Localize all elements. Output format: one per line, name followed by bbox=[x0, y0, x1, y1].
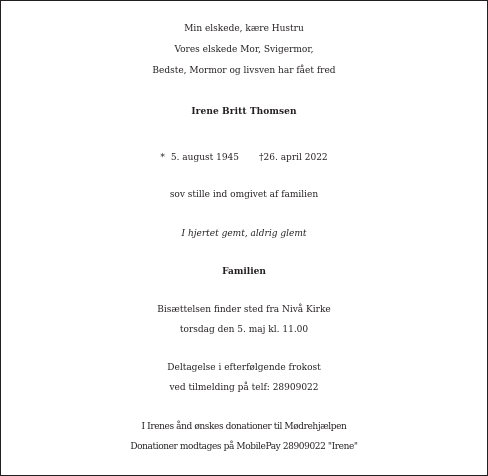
reception-line-2: ved tilmelding på telf: 28909022 bbox=[169, 383, 319, 393]
intro-line-2: Vores elskede Mor, Svigermor, bbox=[174, 45, 314, 55]
death-date-text: 26. april 2022 bbox=[263, 153, 328, 163]
donation-line-1: I Irenes ånd ønskes donationer til Mødrehjælpen bbox=[141, 422, 347, 432]
passing-text: sov stille ind omgivet af familien bbox=[169, 190, 319, 200]
intro-line-1: Min elskede, kære Hustru bbox=[184, 24, 304, 34]
family-signature: Familien bbox=[222, 267, 266, 277]
cross-icon: † bbox=[259, 153, 264, 163]
funeral-line-2: torsdag den 5. maj kl. 11.00 bbox=[179, 325, 309, 335]
donation-line-2: Donationer modtages på MobilePay 28909022 "Irene" bbox=[130, 442, 358, 452]
intro-line-3: Bedste, Mormor og livsven har fået fred bbox=[152, 66, 336, 76]
deceased-name: Irene Britt Thomsen bbox=[191, 107, 297, 117]
memorial-quote: I hjertet gemt, aldrig glemt bbox=[181, 229, 307, 239]
birth-date-text: 5. august 1945 bbox=[170, 153, 240, 163]
funeral-line-1: Bisættelsen finder sted fra Nivå Kirke bbox=[157, 305, 331, 315]
birth-symbol: * bbox=[160, 153, 165, 163]
reception-line-1: Deltagelse i efterfølgende frokost bbox=[167, 363, 321, 373]
death-date bbox=[259, 148, 328, 168]
life-dates bbox=[1, 148, 487, 168]
birth-date bbox=[160, 148, 239, 168]
